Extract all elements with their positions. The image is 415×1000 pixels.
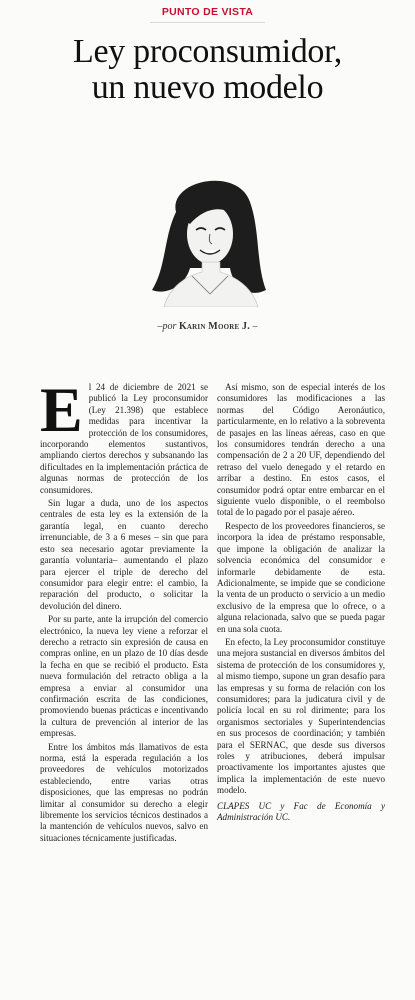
author-portrait-sketch [128,172,288,307]
paragraph: Respecto de los proveedores financieros, se incorpora la idea de préstamo responsable, que impone la obligación de analizar la solvencia económica del consumidor e informarle debidamente de esta. Adicionalmente, se impide que se condicione la venta de un producto o servicio a un medio exclusivo de la empresa que lo ofrece, o a alguna relacionada, salvo que se pueda pagar en una sola cuota. [217,520,385,634]
paragraph: En efecto, la Ley proconsumidor constituye una mejora sustancial en diversos ámbitos del sistema de protección de los consumidores y, al mismo tiempo, supone un gran desafío para las empresas y su forma de relación con los consumidores; para la judicatura civil y de policía local en su rol dirimente; para los organismos sectoriales y Superintendencias en sus procesos de coordinación; y también para el SERNAC, que desde sus diversos roles y atribuciones, deberá impulsar proactivamente los importantes ajustes que implica la implementación de este nuevo modelo. [217,636,385,796]
headline-line-1: Ley proconsumidor, [73,33,342,70]
headline-line-2: un nuevo modelo [91,69,324,106]
author-affiliation: CLAPES UC y Fac de Economía y Administración UC. [217,800,385,823]
author-name: Karin Moore J. [178,321,250,332]
section-divider [150,22,265,23]
byline-prefix: –por [157,321,177,332]
headline [0,34,415,106]
drop-cap: E [40,374,83,445]
byline [0,321,415,332]
paragraph: Sin lugar a duda, uno de los aspectos centrales de esta ley es la extensión de la garantía legal, en cuanto derecho irrenunciable, de 3 a 6 meses – sin que para esto sea necesario agotar previamente la garantía voluntaria– aumentando el plazo para ejercer el triple de derecho del consumidor para elegir entre: el cambio, la reparación del producto, o solicitar la devolución del dinero. [40,498,208,611]
section-label: PUNTO DE VISTA [161,6,254,18]
paragraph-text: l 24 de diciembre de 2021 se publicó la Ley proconsumidor (Ley 21.398) que establece medidas para incentivar la protección de los consumidores, incorporando elementos sustantivos, ampliando ciertos derechos y subsanando las dificultades en la implementación práctica de algunas normas de protección de los consumidores. [40,382,208,495]
article-column-left [40,374,208,846]
paragraph: Por su parte, ante la irrupción del comercio electrónico, la nueva ley viene a reforzar el derecho a retracto sin expresión de causa en compras online, en un plazo de 10 días desde la fecha en que se recibió el producto. Esta nueva formulación del retracto obliga a la empresa a enviar al consumidor una confirmación escrita de las condiciones, promoviendo buenas prácticas e incentivando la cultura de prevención al interior de las empresas. [40,614,208,739]
paragraph [40,374,208,496]
paragraph: Así mismo, son de especial interés de los consumidores las modificaciones a las normas del Código Aeronáutico, particularmente, en lo relativo a la sobreventa de pasajes en las líneas aéreas, caso en que los consumidores tendrán derecho a una compensación de 2 a 20 UF, dependiendo del retraso del vuelo denegado y el retardo en arribar a destino. En estos casos, el consumidor podrá optar entre embarcar en el siguiente vuelo disponible, o el reembolso total de lo pagado por el pasaje aéreo. [217,382,385,518]
paragraph: Entre los ámbitos más llamativos de esta norma, está la esperada regulación a los proveedores de vehículos motorizados estableciendo, entre varias otras disposiciones, que las empresas no podrán limitar al consumidor su derecho a elegir libremente los servicios técnicos destinados a la mantención de vehículos nuevos, salvo en situaciones técnicamente justificadas. [40,741,208,843]
article-column-right [217,382,385,825]
byline-suffix: – [252,321,258,332]
